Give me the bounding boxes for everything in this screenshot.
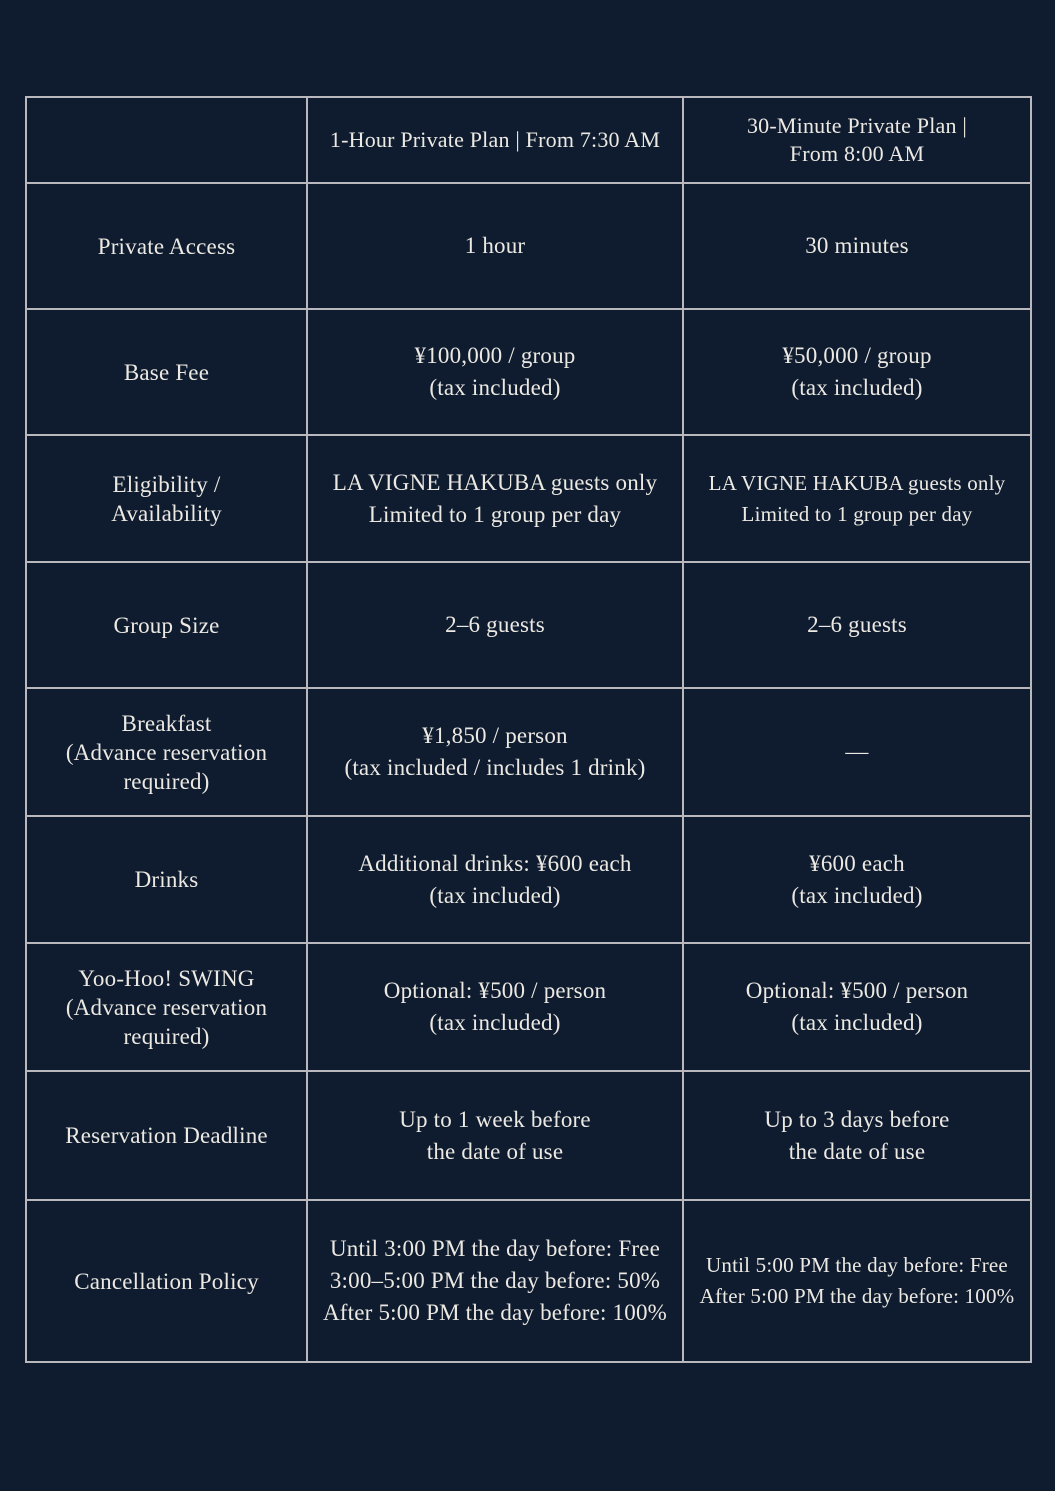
plan-1-value: Up to 1 week before the date of use: [307, 1071, 683, 1200]
plan-1-value: Optional: ¥500 / person (tax included): [307, 943, 683, 1071]
plan-1-value: Additional drinks: ¥600 each (tax included): [307, 816, 683, 943]
row-label: Drinks: [26, 816, 307, 943]
plan-2-value: LA VIGNE HAKUBA guests only Limited to 1 group per day: [683, 435, 1031, 562]
plan-1-value: 2–6 guests: [307, 562, 683, 688]
plan-2-value: ¥600 each (tax included): [683, 816, 1031, 943]
row-label: Private Access: [26, 183, 307, 309]
plan-comparison-table: [25, 96, 1032, 1363]
plan-2-value: 2–6 guests: [683, 562, 1031, 688]
table-row-base-fee: [26, 309, 1031, 435]
header-plan-1-hour: 1-Hour Private Plan | From 7:30 AM: [307, 97, 683, 183]
table-row-drinks: [26, 816, 1031, 943]
row-label: Group Size: [26, 562, 307, 688]
plan-1-value: ¥1,850 / person (tax included / includes 1 drink): [307, 688, 683, 816]
row-label: Eligibility / Availability: [26, 435, 307, 562]
plan-2-value: 30 minutes: [683, 183, 1031, 309]
row-label: Yoo-Hoo! SWING (Advance reservation required): [26, 943, 307, 1071]
row-label: Reservation Deadline: [26, 1071, 307, 1200]
header-corner-cell: [26, 97, 307, 183]
plan-2-value: Until 5:00 PM the day before: Free After 5:00 PM the day before: 100%: [683, 1200, 1031, 1362]
row-label: Base Fee: [26, 309, 307, 435]
plan-1-value: 1 hour: [307, 183, 683, 309]
row-label: Breakfast (Advance reservation required): [26, 688, 307, 816]
table-header-row: [26, 97, 1031, 183]
table-row-breakfast: [26, 688, 1031, 816]
plan-1-value: Until 3:00 PM the day before: Free 3:00–5:00 PM the day before: 50% After 5:00 PM the day before: 100%: [307, 1200, 683, 1362]
plan-2-value: Optional: ¥500 / person (tax included): [683, 943, 1031, 1071]
row-label: Cancellation Policy: [26, 1200, 307, 1362]
plan-1-value: ¥100,000 / group (tax included): [307, 309, 683, 435]
table-row-private-access: [26, 183, 1031, 309]
plan-2-value: —: [683, 688, 1031, 816]
table-row-yoo-hoo-swing: [26, 943, 1031, 1071]
plan-2-value: Up to 3 days before the date of use: [683, 1071, 1031, 1200]
table-row-eligibility: [26, 435, 1031, 562]
header-plan-30-minute: 30-Minute Private Plan | From 8:00 AM: [683, 97, 1031, 183]
table-row-reservation-deadline: [26, 1071, 1031, 1200]
plan-1-value: LA VIGNE HAKUBA guests only Limited to 1 group per day: [307, 435, 683, 562]
plan-2-value: ¥50,000 / group (tax included): [683, 309, 1031, 435]
table-row-group-size: [26, 562, 1031, 688]
table-row-cancellation-policy: [26, 1200, 1031, 1362]
